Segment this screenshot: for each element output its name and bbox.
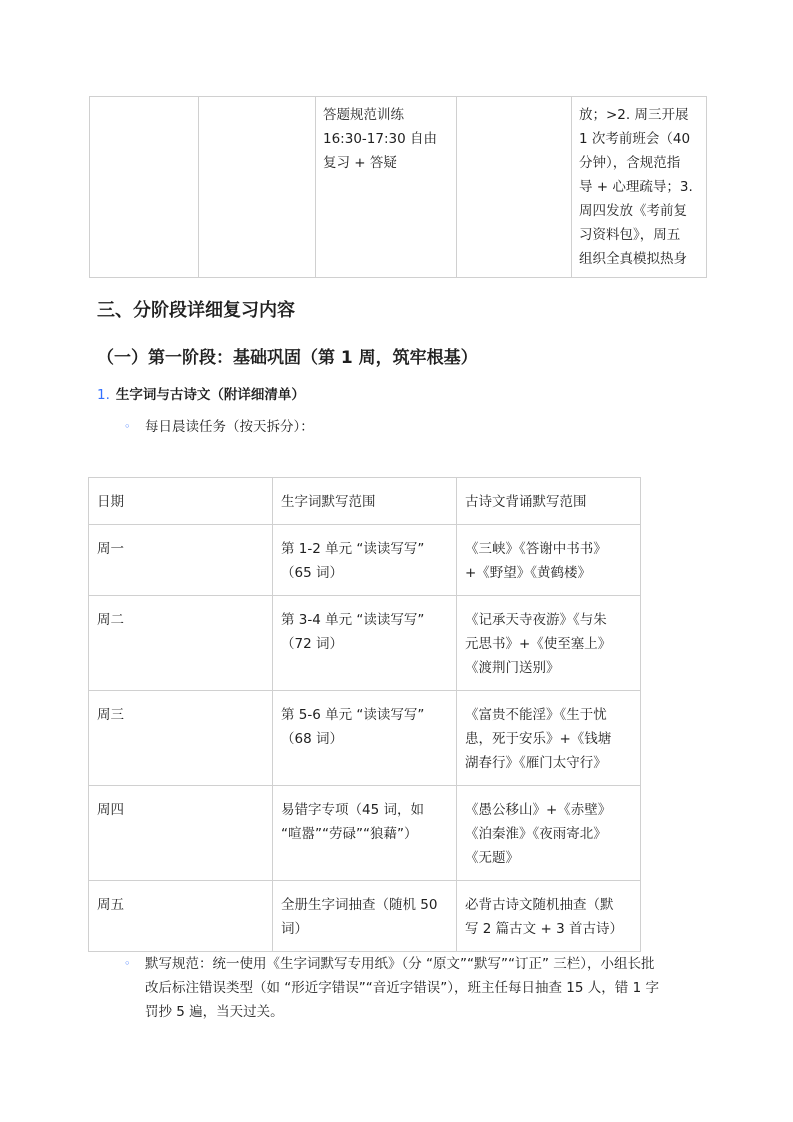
text-line: 改后标注错误类型（如 “形近字错误”“音近字错误”），班主任每日抽查 15 人，错 1 字: [145, 980, 659, 996]
cell-line: “喧嚣”“劳碌”“狼藉”）: [281, 826, 418, 842]
table-header-cell: 古诗文背诵默写范围: [457, 478, 641, 525]
cell-line: 易错字专项（45 词，如: [281, 802, 424, 818]
cell-line: 《记承天寺夜游》《与朱: [465, 612, 607, 628]
cell-line: 《渡荆门送别》: [465, 660, 560, 676]
cell-line: 《泊秦淮》《夜雨寄北》: [465, 826, 607, 842]
table-cell-poems: [457, 881, 641, 952]
cell-line: 全册生字词抽查（随机 50: [281, 897, 438, 913]
cell-line: 组织全真模拟热身: [579, 251, 687, 267]
cell-line: 患，死于安乐》+《钱塘: [465, 731, 612, 747]
cell-line: 周四发放《考前复: [579, 203, 687, 219]
table-cell-day: 周二: [89, 596, 273, 691]
table-cell-poems: [457, 786, 641, 881]
table-cell-words: [273, 596, 457, 691]
table-cell: [199, 97, 316, 278]
table-header-row: [89, 478, 641, 525]
table-cell: [90, 97, 199, 278]
cell-line: 写 2 篇古文 + 3 首古诗）: [465, 921, 623, 937]
list-number: 1.: [97, 387, 110, 403]
table-cell: [572, 97, 707, 278]
table-cell: [316, 97, 457, 278]
bullet-marker: ◦: [124, 957, 131, 970]
cell-line: 答题规范训练: [323, 107, 404, 123]
cell-line: 《愚公移山》+《赤壁》: [465, 802, 612, 818]
table-cell-poems: [457, 691, 641, 786]
cell-line: 元思书》+《使至塞上》: [465, 636, 612, 652]
table-cell-words: [273, 525, 457, 596]
bullet-item-dictation-rules: [124, 952, 659, 1024]
table-cell-day: 周一: [89, 525, 273, 596]
table-cell: [457, 97, 572, 278]
table-header-cell: 生字词默写范围: [273, 478, 457, 525]
cell-line: 第 3-4 单元 “读读写写”: [281, 612, 425, 628]
table-cell-poems: [457, 525, 641, 596]
table-cell-words: [273, 786, 457, 881]
cell-line: 《富贵不能淫》《生于忧: [465, 707, 607, 723]
table-row: [89, 881, 641, 952]
cell-line: 必背古诗文随机抽查（默: [465, 897, 614, 913]
schedule-table-continuation: [89, 96, 707, 278]
section-heading: 三、分阶段详细复习内容: [97, 300, 295, 321]
table-header-cell: 日期: [89, 478, 273, 525]
table-row: [89, 596, 641, 691]
subsection-heading: （一）第一阶段：基础巩固（第 1 周，筑牢根基）: [97, 348, 478, 368]
table-cell-words: [273, 691, 457, 786]
table-cell-day: 周五: [89, 881, 273, 952]
table-row: [89, 691, 641, 786]
cell-line: （68 词）: [281, 731, 343, 747]
bullet-text: 每日晨读任务（按天拆分）：: [145, 419, 314, 435]
text-line: 罚抄 5 遍，当天过关。: [145, 1004, 284, 1020]
cell-line: 习资料包》，周五: [579, 227, 681, 243]
cell-line: 16:30-17:30 自由: [323, 131, 437, 147]
cell-line: 导 + 心理疏导；3.: [579, 179, 693, 195]
bullet-text: [145, 952, 659, 1024]
table-cell-day: 周四: [89, 786, 273, 881]
cell-line: 第 5-6 单元 “读读写写”: [281, 707, 425, 723]
table-row: [90, 97, 707, 278]
bullet-item-morning-reading: [124, 415, 314, 439]
cell-line: （72 词）: [281, 636, 343, 652]
cell-line: 1 次考前班会（40: [579, 131, 691, 147]
cell-line: 复习 + 答疑: [323, 155, 397, 171]
cell-line: 分钟），含规范指: [579, 155, 681, 171]
cell-line: 第 1-2 单元 “读读写写”: [281, 541, 425, 557]
cell-line: 词）: [281, 921, 308, 937]
table-cell-day: 周三: [89, 691, 273, 786]
cell-line: 《三峡》《答谢中书书》: [465, 541, 607, 557]
text-line: 默写规范：统一使用《生字词默写专用纸》（分 “原文”“默写”“订正” 三栏），小组长批: [145, 956, 655, 972]
bullet-marker: ◦: [124, 420, 131, 433]
table-row: [89, 525, 641, 596]
cell-line: 湖春行》《雁门太守行》: [465, 755, 607, 771]
table-row: [89, 786, 641, 881]
daily-reading-table: [88, 477, 641, 952]
table-cell-words: [273, 881, 457, 952]
table-cell-poems: [457, 596, 641, 691]
numbered-list-item: [97, 384, 305, 406]
cell-line: 《无题》: [465, 850, 519, 866]
cell-line: 放；>2. 周三开展: [579, 107, 689, 123]
list-item-text: 生字词与古诗文（附详细清单）: [115, 387, 305, 403]
cell-line: +《野望》《黄鹤楼》: [465, 565, 592, 581]
cell-line: （65 词）: [281, 565, 343, 581]
